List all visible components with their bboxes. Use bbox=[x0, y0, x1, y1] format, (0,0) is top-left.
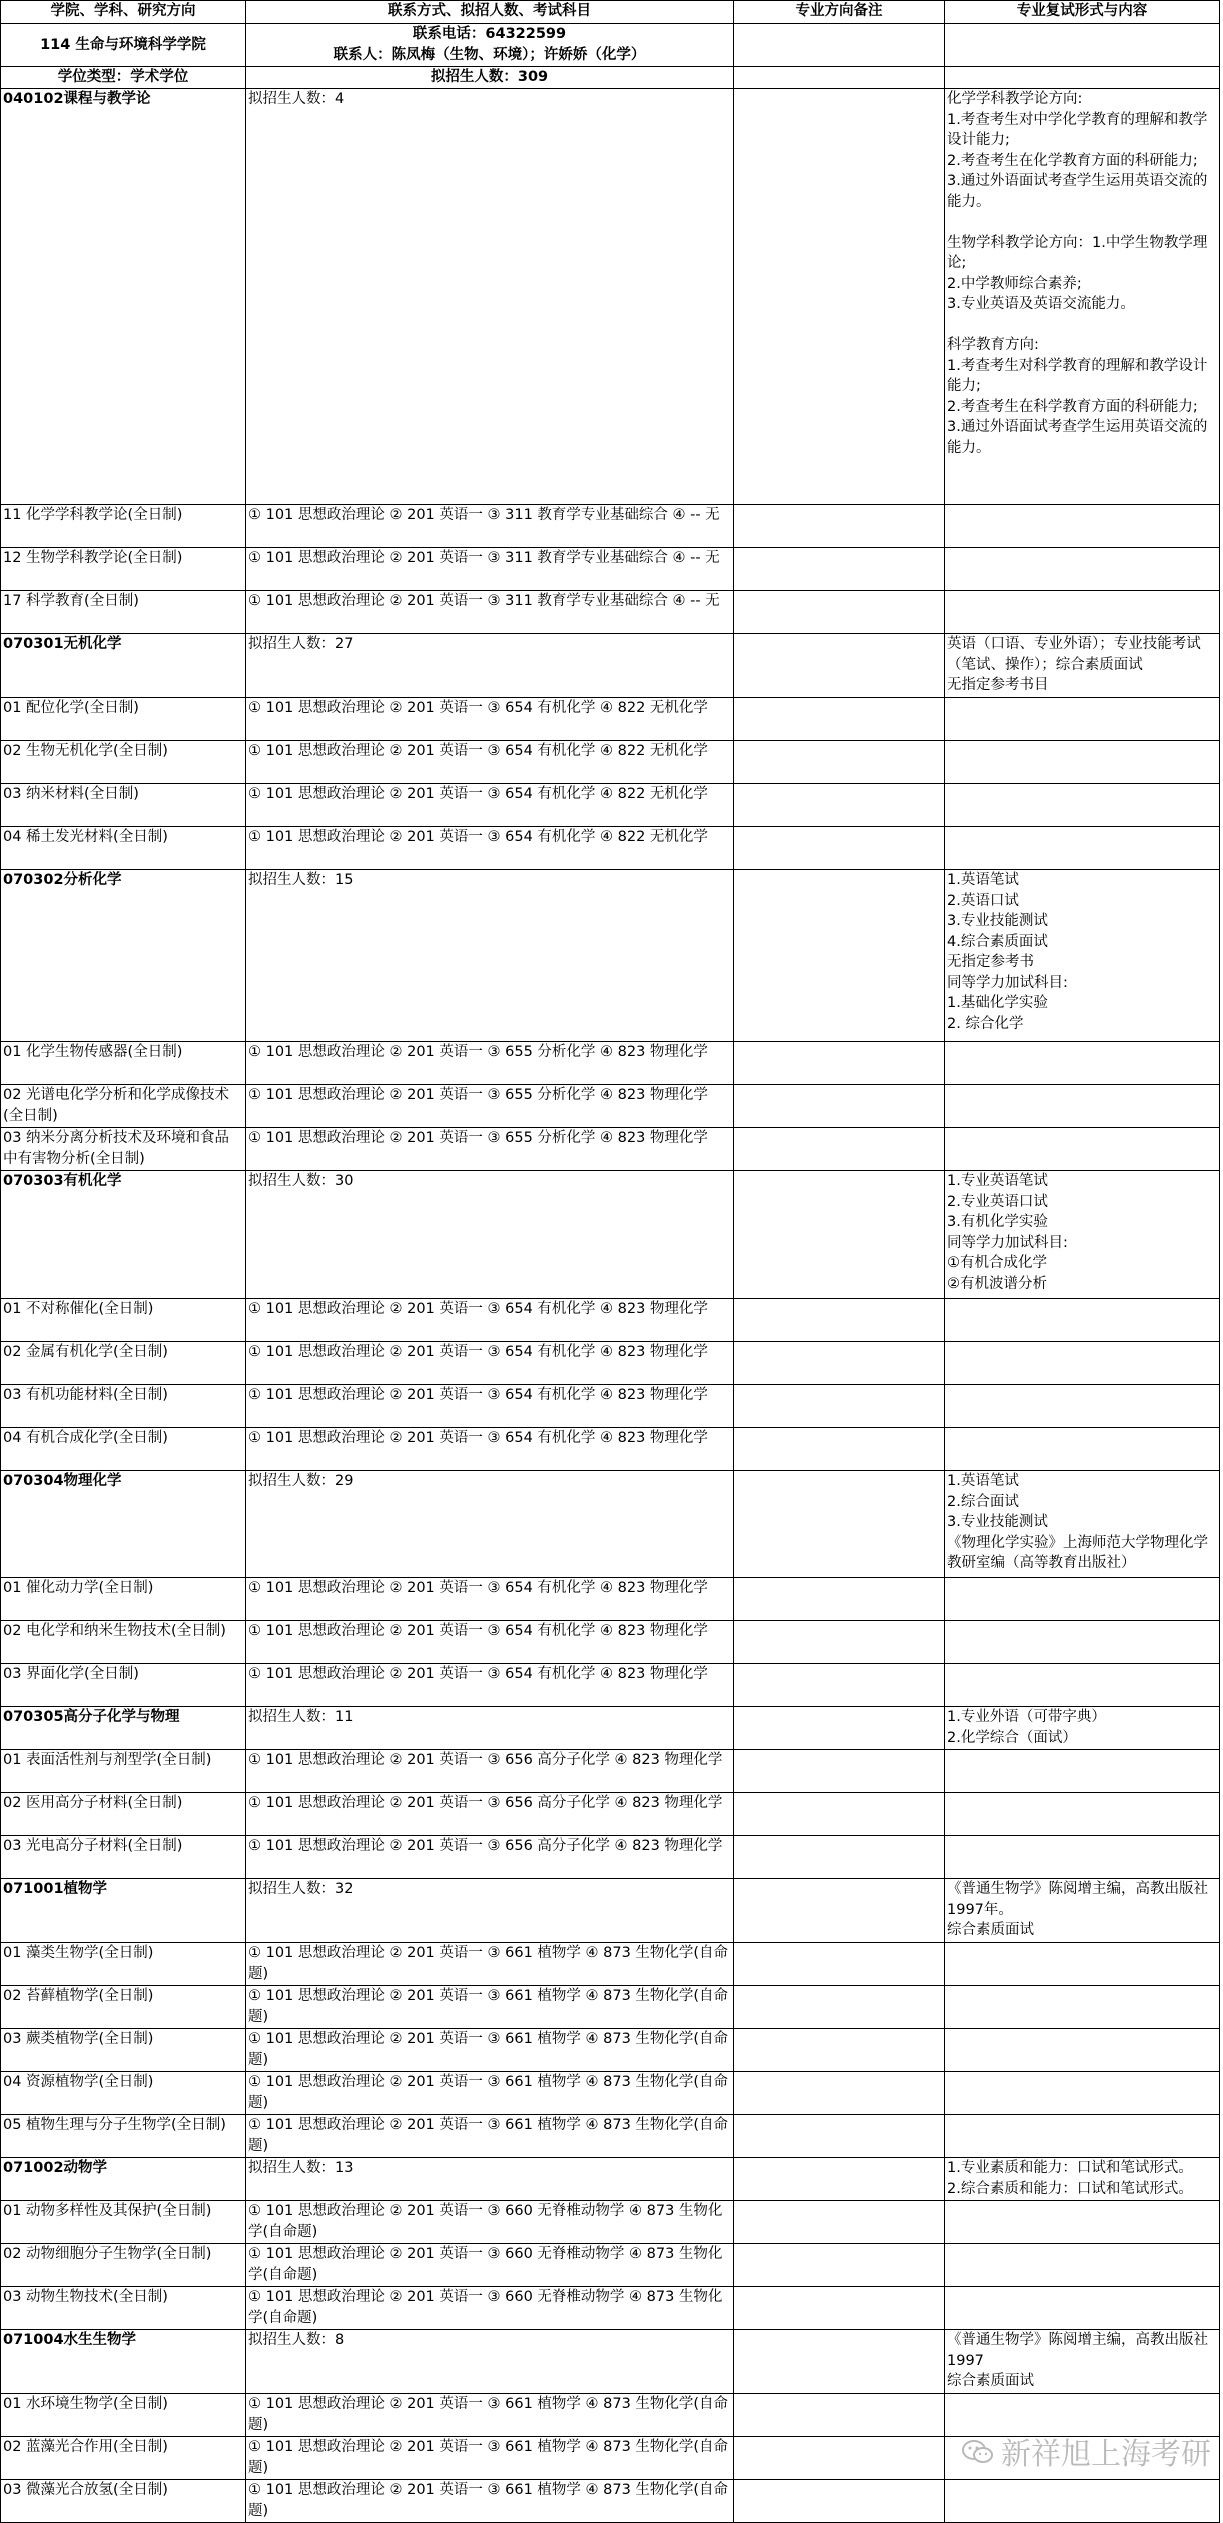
direction-remark bbox=[734, 2394, 945, 2437]
plan-count: 拟招生人数：29 bbox=[246, 1471, 734, 1578]
direction-row bbox=[1, 2072, 1220, 2115]
discipline-row bbox=[1, 1471, 1220, 1578]
exam-subjects: ① 101 思想政治理论 ② 201 英语一 ③ 654 有机化学 ④ 822 无机化学 bbox=[246, 827, 734, 870]
discipline-name: 040102课程与教学论 bbox=[1, 89, 246, 505]
exam-subjects: ① 101 思想政治理论 ② 201 英语一 ③ 661 植物学 ④ 873 生物化学(自命题) bbox=[246, 2437, 734, 2480]
exam-subjects: ① 101 思想政治理论 ② 201 英语一 ③ 660 无脊椎动物学 ④ 873 生物化学(自命题) bbox=[246, 2201, 734, 2244]
direction-name: 03 纳米材料(全日制) bbox=[1, 784, 246, 827]
direction-name: 11 化学学科教学论(全日制) bbox=[1, 505, 246, 548]
retest-content bbox=[945, 2201, 1220, 2244]
retest-content: 1.英语笔试 2.英语口试 3.专业技能测试 4.综合素质面试 无指定参考书 同等学力加试科目: 1.基础化学实验 2. 综合化学 bbox=[945, 870, 1220, 1042]
direction-name: 02 电化学和纳米生物技术(全日制) bbox=[1, 1621, 246, 1664]
retest-content: 《普通生物学》陈阅增主编，高教出版社1997 综合素质面试 bbox=[945, 2330, 1220, 2394]
direction-remark bbox=[734, 1621, 945, 1664]
direction-name: 01 动物多样性及其保护(全日制) bbox=[1, 2201, 246, 2244]
direction-row bbox=[1, 1750, 1220, 1793]
direction-remark bbox=[734, 784, 945, 827]
direction-remark bbox=[734, 1986, 945, 2029]
exam-subjects: ① 101 思想政治理论 ② 201 英语一 ③ 654 有机化学 ④ 823 物理化学 bbox=[246, 1428, 734, 1471]
discipline-row bbox=[1, 870, 1220, 1042]
plan-count: 拟招生人数：8 bbox=[246, 2330, 734, 2394]
college-name: 114 生命与环境科学学院 bbox=[1, 24, 246, 67]
direction-remark bbox=[734, 89, 945, 505]
exam-subjects: ① 101 思想政治理论 ② 201 英语一 ③ 311 教育学专业基础综合 ④ -- 无 bbox=[246, 505, 734, 548]
plan-count: 拟招生人数：32 bbox=[246, 1879, 734, 1943]
direction-row bbox=[1, 2244, 1220, 2287]
direction-remark bbox=[734, 1836, 945, 1879]
retest-content bbox=[945, 505, 1220, 548]
direction-name: 02 苔藓植物学(全日制) bbox=[1, 1986, 246, 2029]
header-remark: 专业方向备注 bbox=[734, 1, 945, 24]
direction-remark bbox=[734, 1707, 945, 1750]
direction-remark bbox=[734, 1664, 945, 1707]
exam-subjects: ① 101 思想政治理论 ② 201 英语一 ③ 661 植物学 ④ 873 生物化学(自命题) bbox=[246, 1943, 734, 1986]
direction-remark bbox=[734, 2244, 945, 2287]
direction-remark bbox=[734, 2437, 945, 2480]
direction-remark bbox=[734, 1578, 945, 1621]
direction-row bbox=[1, 827, 1220, 870]
direction-name: 03 纳米分离分析技术及环境和食品中有害物分析(全日制) bbox=[1, 1128, 246, 1171]
discipline-row bbox=[1, 89, 1220, 505]
exam-subjects: ① 101 思想政治理论 ② 201 英语一 ③ 654 有机化学 ④ 823 物理化学 bbox=[246, 1342, 734, 1385]
header-college: 学院、学科、研究方向 bbox=[1, 1, 246, 24]
college-phone: 联系电话：64322599 bbox=[412, 26, 567, 42]
retest-content bbox=[945, 1085, 1220, 1128]
direction-row bbox=[1, 1578, 1220, 1621]
retest-content: 英语（口语、专业外语）；专业技能考试（笔试、操作）；综合素质面试 无指定参考书目 bbox=[945, 634, 1220, 698]
direction-row bbox=[1, 1621, 1220, 1664]
direction-name: 12 生物学科教学论(全日制) bbox=[1, 548, 246, 591]
retest-content bbox=[945, 1621, 1220, 1664]
retest-content bbox=[945, 1578, 1220, 1621]
discipline-name: 071004水生生物学 bbox=[1, 2330, 246, 2394]
direction-remark bbox=[734, 2330, 945, 2394]
direction-row bbox=[1, 1128, 1220, 1171]
direction-row bbox=[1, 1428, 1220, 1471]
discipline-row bbox=[1, 1879, 1220, 1943]
retest-content: 1.专业外语（可带字典） 2.化学综合（面试） bbox=[945, 1707, 1220, 1750]
exam-subjects: ① 101 思想政治理论 ② 201 英语一 ③ 654 有机化学 ④ 823 物理化学 bbox=[246, 1621, 734, 1664]
exam-subjects: ① 101 思想政治理论 ② 201 英语一 ③ 661 植物学 ④ 873 生物化学(自命题) bbox=[246, 2115, 734, 2158]
exam-subjects: ① 101 思想政治理论 ② 201 英语一 ③ 656 高分子化学 ④ 823 物理化学 bbox=[246, 1793, 734, 1836]
direction-name: 02 蓝藻光合作用(全日制) bbox=[1, 2437, 246, 2480]
direction-row bbox=[1, 1943, 1220, 1986]
discipline-row bbox=[1, 2158, 1220, 2201]
exam-subjects: ① 101 思想政治理论 ② 201 英语一 ③ 654 有机化学 ④ 822 无机化学 bbox=[246, 698, 734, 741]
discipline-row bbox=[1, 1171, 1220, 1299]
retest-content: 1.英语笔试 2.综合面试 3.专业技能测试 《物理化学实验》上海师范大学物理化学教研室编（高等教育出版社） bbox=[945, 1471, 1220, 1578]
plan-count: 拟招生人数：27 bbox=[246, 634, 734, 698]
exam-subjects: ① 101 思想政治理论 ② 201 英语一 ③ 655 分析化学 ④ 823 物理化学 bbox=[246, 1085, 734, 1128]
direction-name: 02 医用高分子材料(全日制) bbox=[1, 1793, 246, 1836]
direction-row bbox=[1, 784, 1220, 827]
retest-content bbox=[945, 741, 1220, 784]
direction-remark bbox=[734, 2029, 945, 2072]
direction-remark bbox=[734, 2201, 945, 2244]
retest-content bbox=[945, 698, 1220, 741]
table-header-row bbox=[1, 1, 1220, 24]
exam-subjects: ① 101 思想政治理论 ② 201 英语一 ③ 655 分析化学 ④ 823 物理化学 bbox=[246, 1128, 734, 1171]
discipline-row bbox=[1, 1707, 1220, 1750]
direction-row bbox=[1, 1385, 1220, 1428]
direction-name: 04 有机合成化学(全日制) bbox=[1, 1428, 246, 1471]
direction-remark bbox=[734, 1385, 945, 1428]
retest-content bbox=[945, 1793, 1220, 1836]
degree-row bbox=[1, 67, 1220, 89]
watermark-text: 新祥旭上海考研 bbox=[1001, 2437, 1211, 2472]
exam-subjects: ① 101 思想政治理论 ② 201 英语一 ③ 661 植物学 ④ 873 生物化学(自命题) bbox=[246, 2029, 734, 2072]
exam-subjects: ① 101 思想政治理论 ② 201 英语一 ③ 311 教育学专业基础综合 ④ -- 无 bbox=[246, 591, 734, 634]
discipline-name: 071001植物学 bbox=[1, 1879, 246, 1943]
direction-row bbox=[1, 1085, 1220, 1128]
exam-subjects: ① 101 思想政治理论 ② 201 英语一 ③ 654 有机化学 ④ 823 物理化学 bbox=[246, 1578, 734, 1621]
discipline-row bbox=[1, 634, 1220, 698]
exam-subjects: ① 101 思想政治理论 ② 201 英语一 ③ 661 植物学 ④ 873 生物化学(自命题) bbox=[246, 2072, 734, 2115]
retest-content bbox=[945, 1836, 1220, 1879]
direction-remark bbox=[734, 634, 945, 698]
exam-subjects: ① 101 思想政治理论 ② 201 英语一 ③ 654 有机化学 ④ 822 无机化学 bbox=[246, 741, 734, 784]
direction-name: 02 光谱电化学分析和化学成像技术(全日制) bbox=[1, 1085, 246, 1128]
plan-count: 拟招生人数：15 bbox=[246, 870, 734, 1042]
retest-content bbox=[945, 1042, 1220, 1085]
direction-name: 02 金属有机化学(全日制) bbox=[1, 1342, 246, 1385]
direction-remark bbox=[734, 1042, 945, 1085]
direction-row bbox=[1, 548, 1220, 591]
exam-subjects: ① 101 思想政治理论 ② 201 英语一 ③ 656 高分子化学 ④ 823 物理化学 bbox=[246, 1750, 734, 1793]
direction-row bbox=[1, 2115, 1220, 2158]
retest-content bbox=[945, 2029, 1220, 2072]
retest-content bbox=[945, 591, 1220, 634]
direction-remark bbox=[734, 1879, 945, 1943]
direction-name: 01 表面活性剂与剂型学(全日制) bbox=[1, 1750, 246, 1793]
direction-remark bbox=[734, 1943, 945, 1986]
direction-name: 04 资源植物学(全日制) bbox=[1, 2072, 246, 2115]
direction-remark bbox=[734, 1750, 945, 1793]
direction-name: 01 化学生物传感器(全日制) bbox=[1, 1042, 246, 1085]
direction-remark bbox=[734, 870, 945, 1042]
direction-row bbox=[1, 698, 1220, 741]
direction-name: 04 稀土发光材料(全日制) bbox=[1, 827, 246, 870]
college-retest bbox=[945, 24, 1220, 67]
direction-row bbox=[1, 2480, 1220, 2523]
college-row bbox=[1, 24, 1220, 67]
direction-remark bbox=[734, 2072, 945, 2115]
retest-content bbox=[945, 1943, 1220, 1986]
direction-row bbox=[1, 1793, 1220, 1836]
college-plan: 拟招生人数：309 bbox=[246, 67, 734, 89]
direction-name: 01 不对称催化(全日制) bbox=[1, 1299, 246, 1342]
retest-content bbox=[945, 1750, 1220, 1793]
header-contact: 联系方式、拟招人数、考试科目 bbox=[246, 1, 734, 24]
plan-count: 拟招生人数：4 bbox=[246, 89, 734, 505]
header-retest: 专业复试形式与内容 bbox=[945, 1, 1220, 24]
direction-remark bbox=[734, 1342, 945, 1385]
retest-content bbox=[945, 1385, 1220, 1428]
direction-remark bbox=[734, 1128, 945, 1171]
direction-remark bbox=[734, 505, 945, 548]
retest-content bbox=[945, 1128, 1220, 1171]
retest-content bbox=[945, 2287, 1220, 2330]
direction-row bbox=[1, 591, 1220, 634]
college-remark bbox=[734, 24, 945, 67]
direction-remark bbox=[734, 2287, 945, 2330]
direction-row bbox=[1, 1986, 1220, 2029]
direction-remark bbox=[734, 1471, 945, 1578]
retest-content bbox=[945, 2480, 1220, 2523]
degree-type: 学位类型：学术学位 bbox=[1, 67, 246, 89]
direction-name: 03 动物生物技术(全日制) bbox=[1, 2287, 246, 2330]
exam-subjects: ① 101 思想政治理论 ② 201 英语一 ③ 654 有机化学 ④ 823 物理化学 bbox=[246, 1664, 734, 1707]
direction-remark bbox=[734, 1299, 945, 1342]
direction-remark bbox=[734, 2158, 945, 2201]
direction-name: 01 配位化学(全日制) bbox=[1, 698, 246, 741]
retest-content bbox=[945, 1986, 1220, 2029]
direction-name: 02 动物细胞分子生物学(全日制) bbox=[1, 2244, 246, 2287]
direction-remark bbox=[734, 1171, 945, 1299]
direction-remark bbox=[734, 1793, 945, 1836]
retest-content bbox=[945, 2244, 1220, 2287]
direction-row bbox=[1, 1342, 1220, 1385]
retest-content bbox=[945, 1664, 1220, 1707]
retest-content bbox=[945, 1342, 1220, 1385]
direction-row bbox=[1, 505, 1220, 548]
watermark bbox=[961, 2429, 1211, 2473]
exam-subjects: ① 101 思想政治理论 ② 201 英语一 ③ 661 植物学 ④ 873 生物化学(自命题) bbox=[246, 2394, 734, 2437]
plan-count: 拟招生人数：11 bbox=[246, 1707, 734, 1750]
discipline-row bbox=[1, 2330, 1220, 2394]
retest-content: 化学学科教学论方向: 1.考查考生对中学化学教育的理解和教学设计能力; 2.考查考生在化学教育方面的科研能力; 3.通过外语面试考查学生运用英语交流的能力。 生物学科教学论方向：1.中学生物教学理论; 2.中学教师综合素养; 3.专业英语及英语交流能力。 科学教育方向: 1.考查考生对科学教育的理解和教学设计能力; 2.考查考生在科学教育方面的科研能力; 3.通过外语面试考查学生运用英语交流的能力。 bbox=[945, 89, 1220, 505]
exam-subjects: ① 101 思想政治理论 ② 201 英语一 ③ 654 有机化学 ④ 822 无机化学 bbox=[246, 784, 734, 827]
discipline-name: 070303有机化学 bbox=[1, 1171, 246, 1299]
retest-content bbox=[945, 1299, 1220, 1342]
direction-row bbox=[1, 2287, 1220, 2330]
retest-content bbox=[945, 784, 1220, 827]
direction-row bbox=[1, 1664, 1220, 1707]
discipline-name: 070305高分子化学与物理 bbox=[1, 1707, 246, 1750]
plan-count: 拟招生人数：30 bbox=[246, 1171, 734, 1299]
exam-subjects: ① 101 思想政治理论 ② 201 英语一 ③ 656 高分子化学 ④ 823 物理化学 bbox=[246, 1836, 734, 1879]
direction-remark bbox=[734, 2480, 945, 2523]
discipline-name: 071002动物学 bbox=[1, 2158, 246, 2201]
direction-row bbox=[1, 741, 1220, 784]
direction-remark bbox=[734, 548, 945, 591]
exam-subjects: ① 101 思想政治理论 ② 201 英语一 ③ 654 有机化学 ④ 823 物理化学 bbox=[246, 1299, 734, 1342]
exam-subjects: ① 101 思想政治理论 ② 201 英语一 ③ 660 无脊椎动物学 ④ 873 生物化学(自命题) bbox=[246, 2244, 734, 2287]
discipline-name: 070304物理化学 bbox=[1, 1471, 246, 1578]
direction-row bbox=[1, 1299, 1220, 1342]
exam-subjects: ① 101 思想政治理论 ② 201 英语一 ③ 654 有机化学 ④ 823 物理化学 bbox=[246, 1385, 734, 1428]
exam-subjects: ① 101 思想政治理论 ② 201 英语一 ③ 661 植物学 ④ 873 生物化学(自命题) bbox=[246, 1986, 734, 2029]
retest-content: 1.专业素质和能力：口试和笔试形式。 2.综合素质和能力：口试和笔试形式。 bbox=[945, 2158, 1220, 2201]
degree-retest bbox=[945, 67, 1220, 89]
direction-remark bbox=[734, 827, 945, 870]
college-contact: 联系人：陈凤梅（生物、环境）；许娇娇（化学） bbox=[333, 46, 646, 63]
retest-content bbox=[945, 548, 1220, 591]
direction-remark bbox=[734, 1428, 945, 1471]
direction-name: 01 催化动力学(全日制) bbox=[1, 1578, 246, 1621]
retest-content bbox=[945, 827, 1220, 870]
direction-remark bbox=[734, 1085, 945, 1128]
retest-content bbox=[945, 2072, 1220, 2115]
discipline-name: 070301无机化学 bbox=[1, 634, 246, 698]
direction-name: 05 植物生理与分子生物学(全日制) bbox=[1, 2115, 246, 2158]
direction-row bbox=[1, 1836, 1220, 1879]
degree-remark bbox=[734, 67, 945, 89]
wechat-icon bbox=[961, 2438, 995, 2464]
direction-row bbox=[1, 2201, 1220, 2244]
direction-name: 03 微藻光合放氢(全日制) bbox=[1, 2480, 246, 2523]
exam-subjects: ① 101 思想政治理论 ② 201 英语一 ③ 311 教育学专业基础综合 ④ -- 无 bbox=[246, 548, 734, 591]
direction-remark bbox=[734, 741, 945, 784]
retest-content bbox=[945, 1428, 1220, 1471]
direction-name: 03 蕨类植物学(全日制) bbox=[1, 2029, 246, 2072]
direction-name: 03 界面化学(全日制) bbox=[1, 1664, 246, 1707]
direction-name: 03 有机功能材料(全日制) bbox=[1, 1385, 246, 1428]
direction-name: 03 光电高分子材料(全日制) bbox=[1, 1836, 246, 1879]
direction-name: 01 藻类生物学(全日制) bbox=[1, 1943, 246, 1986]
college-contact-cell bbox=[246, 24, 734, 67]
direction-row bbox=[1, 1042, 1220, 1085]
exam-subjects: ① 101 思想政治理论 ② 201 英语一 ③ 661 植物学 ④ 873 生物化学(自命题) bbox=[246, 2480, 734, 2523]
direction-remark bbox=[734, 591, 945, 634]
plan-count: 拟招生人数：13 bbox=[246, 2158, 734, 2201]
direction-name: 02 生物无机化学(全日制) bbox=[1, 741, 246, 784]
exam-subjects: ① 101 思想政治理论 ② 201 英语一 ③ 655 分析化学 ④ 823 物理化学 bbox=[246, 1042, 734, 1085]
direction-name: 01 水环境生物学(全日制) bbox=[1, 2394, 246, 2437]
retest-content: 《普通生物学》陈阅增主编，高教出版社1997年。 综合素质面试 bbox=[945, 1879, 1220, 1943]
discipline-name: 070302分析化学 bbox=[1, 870, 246, 1042]
exam-subjects: ① 101 思想政治理论 ② 201 英语一 ③ 660 无脊椎动物学 ④ 873 生物化学(自命题) bbox=[246, 2287, 734, 2330]
direction-name: 17 科学教育(全日制) bbox=[1, 591, 246, 634]
retest-content: 1.专业英语笔试 2.专业英语口试 3.有机化学实验 同等学力加试科目: ①有机合成化学 ②有机波谱分析 bbox=[945, 1171, 1220, 1299]
direction-remark bbox=[734, 2115, 945, 2158]
direction-row bbox=[1, 2029, 1220, 2072]
retest-content bbox=[945, 2115, 1220, 2158]
direction-remark bbox=[734, 698, 945, 741]
